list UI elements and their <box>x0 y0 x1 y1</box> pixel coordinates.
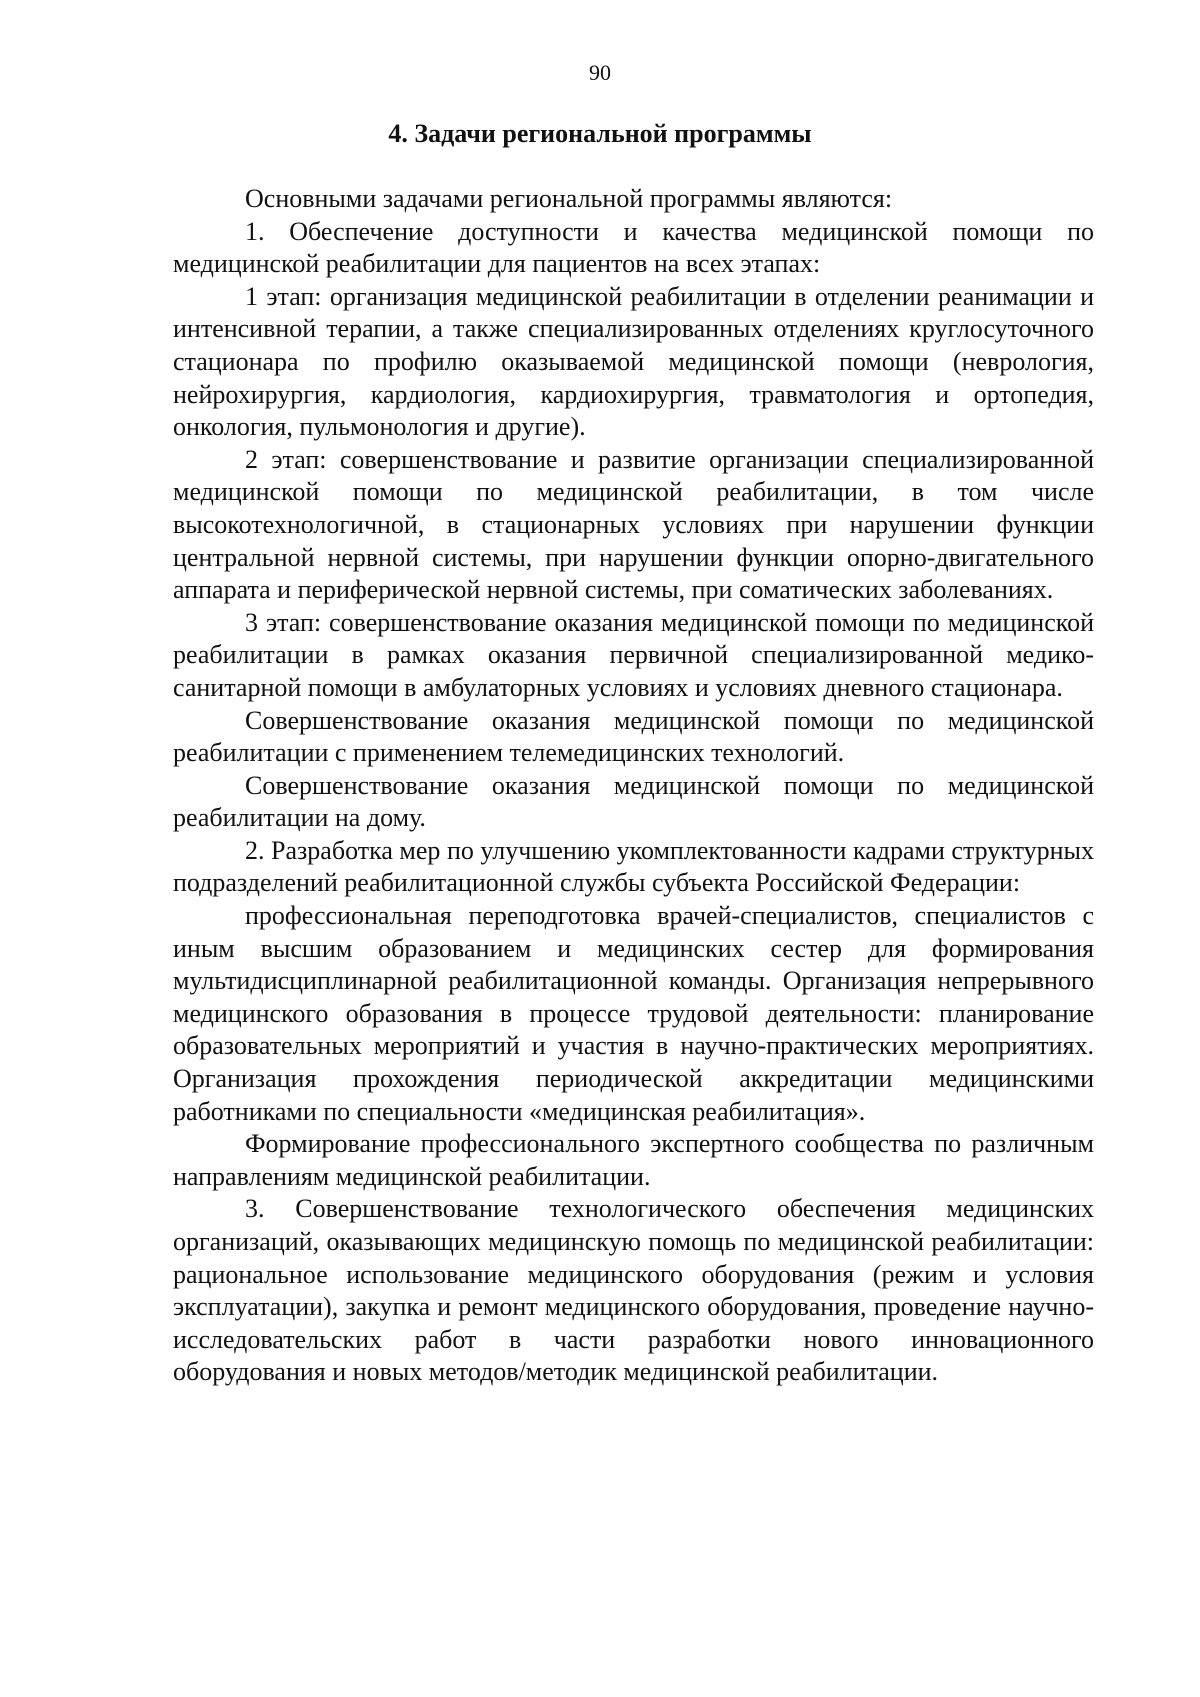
section-heading: 4. Задачи региональной программы <box>388 119 812 148</box>
paragraph-retraining: профессиональная переподготовка врачей-специалистов, специалистов с иным высшим образованием и медицинских сестер для формирования мультидисциплинарной реабилитационной команды. Организация непрерывного медицинского образования в процессе трудовой деятельности: планирование образовательных мероприятий и участия в научно-практических мероприятиях. Организация прохождения периодической аккредитации медицинскими работниками по специальности «медицинская реабилитация». <box>173 901 1094 1126</box>
paragraph-telemedicine: Совершенствование оказания медицинской помощи по медицинской реабилитации с применением телемедицинских технологий. <box>173 705 1094 768</box>
paragraph-stage-3: 3 этап: совершенствование оказания медицинской помощи по медицинской реабилитации в рамках оказания первичной специализированной медико-санитарной помощи в амбулаторных условиях и условиях дневного стационара. <box>173 607 1094 702</box>
paragraph-intro: Основными задачами региональной программы являются: <box>245 184 893 213</box>
document-body <box>173 183 1094 1389</box>
paragraph-home-care: Совершенствование оказания медицинской помощи по медицинской реабилитации на дому. <box>173 770 1094 833</box>
paragraph-task-1: 1. Обеспечение доступности и качества медицинской помощи по медицинской реабилитации для пациентов на всех этапах: <box>173 216 1094 279</box>
paragraph-task-2: 2. Разработка мер по улучшению укомплектованности кадрами структурных подразделений реабилитационной службы субъекта Российской Федерации: <box>173 835 1094 898</box>
paragraph-stage-1: 1 этап: организация медицинской реабилитации в отделении реанимации и интенсивной терапии, а также специализированных отделениях круглосуточного стационара по профилю оказываемой медицинской помощи (неврология, нейрохирургия, кардиология, кардиохирургия, травматология и ортопедия, онкология, пульмонология и другие). <box>173 281 1094 442</box>
paragraph-stage-2: 2 этап: совершенствование и развитие организации специализированной медицинской помощи по медицинской реабилитации, в том числе высокотехнологичной, в стационарных условиях при нарушении функции центральной нервной системы, при нарушении функции опорно-двигательного аппарата и периферической нервной системы, при соматических заболеваниях. <box>173 444 1094 605</box>
paragraph-expert-community: Формирование профессионального экспертного сообщества по различным направлениям медицинской реабилитации. <box>173 1129 1094 1191</box>
paragraph-task-3: 3. Совершенствование технологического обеспечения медицинских организаций, оказывающих медицинскую помощь по медицинской реабилитации: рациональное использование медицинского оборудования (режим и условия эксплуатации), закупка и ремонт медицинского оборудования, проведение научно-исследовательских работ в части разработки нового инновационного оборудования и новых методов/методик медицинской реабилитации. <box>173 1194 1094 1387</box>
page-number: 90 <box>589 60 611 85</box>
